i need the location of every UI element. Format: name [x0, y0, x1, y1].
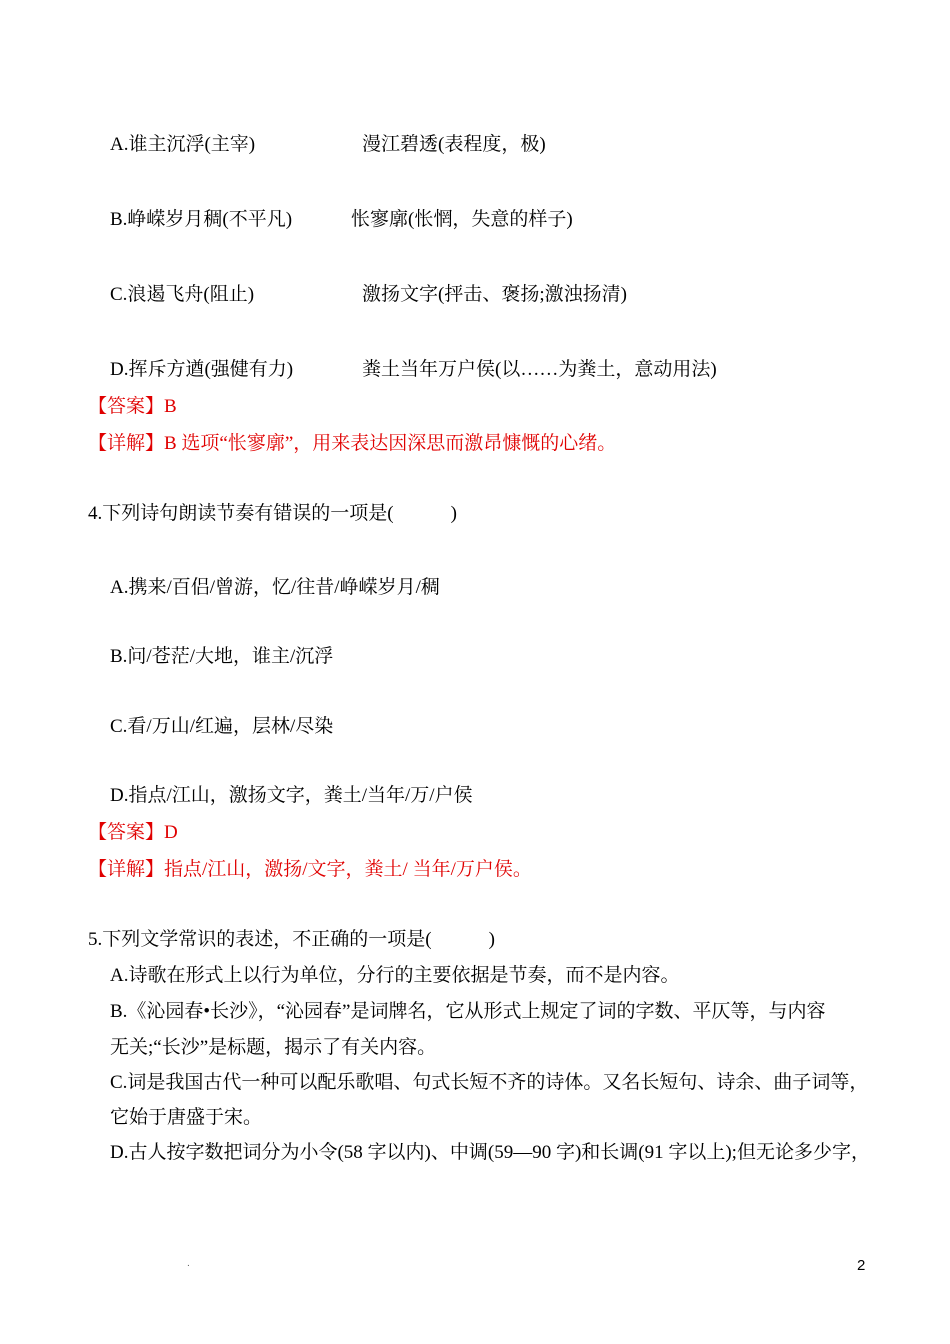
q3-answer: 【答案】B — [88, 396, 177, 417]
q4-option-a: A.携来/百侣/曾游，忆/往昔/峥嵘岁月/稠 — [110, 577, 440, 598]
q3-option-b-left: B.峥嵘岁月稠(不平凡) — [110, 209, 293, 230]
q3-explanation: 【详解】B 选项“怅寥廓”，用来表达因深思而激昂慷慨的心绪。 — [88, 433, 617, 454]
q3-option-d-left: D.挥斥方遒(强健有力) — [110, 359, 294, 380]
q4-answer: 【答案】D — [88, 822, 178, 843]
footer-mark: . — [187, 1258, 190, 1269]
q3-option-c-right: 激扬文字(抨击、褒扬;激浊扬清) — [362, 284, 627, 305]
q5-option-b-line1: B.《沁园春•长沙》，“沁园春”是词牌名，它从形式上规定了词的字数、平仄等，与内容 — [110, 1001, 826, 1022]
q5-stem: 5.下列文学常识的表述，不正确的一项是( ) — [88, 929, 495, 950]
q5-option-c-line2: 它始于唐盛于宋。 — [110, 1107, 263, 1128]
q4-option-b: B.问/苍茫/大地，谁主/沉浮 — [110, 646, 334, 667]
q5-option-c-line1: C.词是我国古代一种可以配乐歌唱、句式长短不齐的诗体。又名长短句、诗余、曲子词等， — [110, 1072, 869, 1093]
q3-option-a-left: A.谁主沉浮(主宰) — [110, 134, 256, 155]
q4-explanation: 【详解】指点/江山，激扬/文字，粪土/ 当年/万户侯。 — [88, 859, 532, 880]
q3-option-b-right: 怅寥廓(怅惘，失意的样子) — [351, 209, 573, 230]
page-number: 2 — [857, 1257, 866, 1274]
q3-option-a-right: 漫江碧透(表程度，极) — [362, 134, 546, 155]
q3-option-c-left: C.浪遏飞舟(阻止) — [110, 284, 255, 305]
q5-option-d-line1: D.古人按字数把词分为小令(58 字以内)、中调(59—90 字)和长调(91 字以上);但无论多少字， — [110, 1142, 870, 1163]
q3-option-d-right: 粪土当年万户侯(以……为粪土，意动用法) — [362, 359, 717, 380]
q4-option-d: D.指点/江山，激扬文字，粪土/当年/万/户侯 — [110, 785, 473, 806]
q4-option-c: C.看/万山/红遍，层林/尽染 — [110, 716, 334, 737]
q5-option-b-line2: 无关;“长沙”是标题，揭示了有关内容。 — [110, 1037, 437, 1058]
q4-stem: 4.下列诗句朗读节奏有错误的一项是( ) — [88, 503, 457, 524]
q5-option-a: A.诗歌在形式上以行为单位，分行的主要依据是节奏，而不是内容。 — [110, 965, 680, 986]
